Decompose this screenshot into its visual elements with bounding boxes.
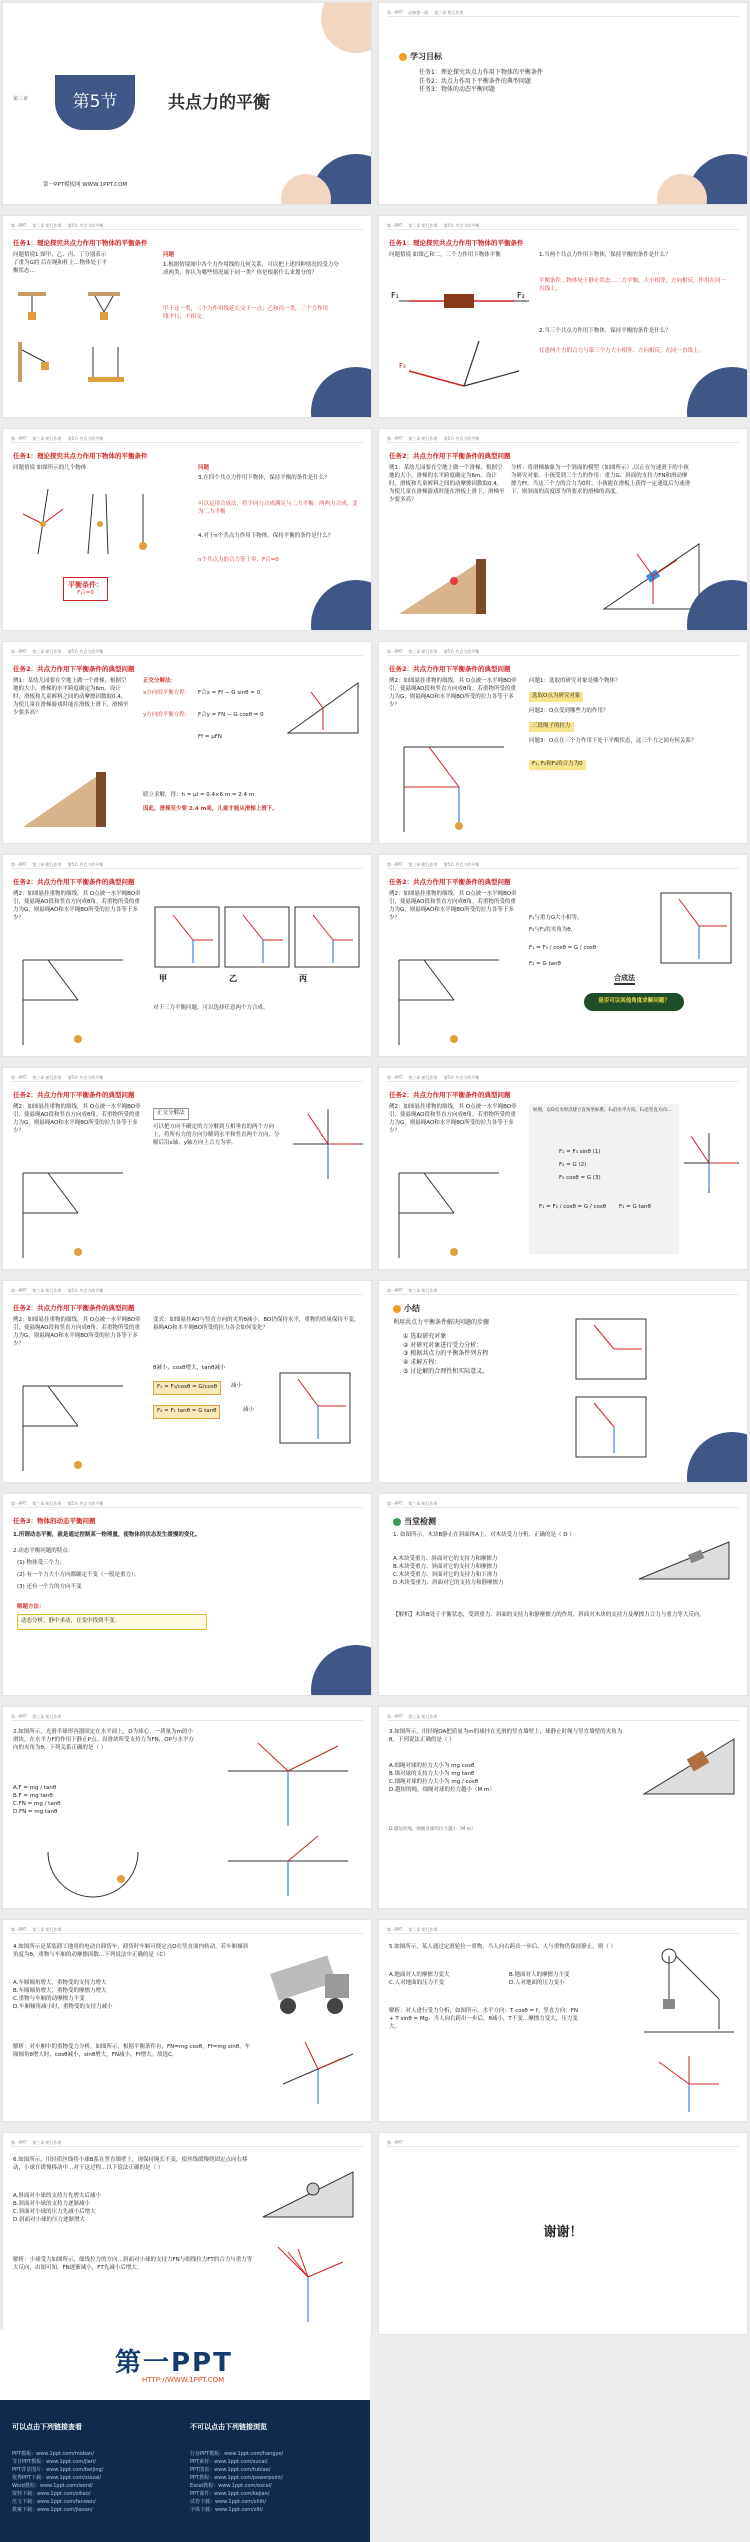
answer-text: 甲于这一类，三个力作用线延长交于一点；乙和丙一类，三个力作用线平行，不相交。 [163,306,329,320]
summary-diagrams [574,1317,654,1467]
bowl-diagram [43,1847,143,1902]
equation: Ff = μFN [198,734,222,740]
quiz-note: D.越短的绳，细绳对球的拉力越小（M m） [389,1827,476,1832]
equation: F₂ = G tanθ [529,961,561,967]
crumb: 第三章 相互作用 [32,1288,62,1293]
question-text: 问题2：O点受到哪些力的作用？ [529,708,609,714]
crumb: 第一PPT [387,1288,403,1293]
summary-step: ③ 根据共点力的平衡条件列方程 [403,1350,489,1358]
slide-task1-c [2,428,372,631]
slide-example2-orthogonal [2,1067,372,1270]
quiz-option: D.斜面对小球的压力逐渐增大 [13,2216,85,2223]
promo-link[interactable]: 试卷下载：www.1ppt.com/shiti/ [190,2499,267,2505]
quiz-question: 1. 如图所示，木块B静止在斜面体A上，对木块受力分析，正确的是（ D ） [393,1532,575,1538]
rope-diagram [18,955,128,1050]
example-text: 例1：某幼儿园要在空地上做一个滑梯，根据空地的大小，滑梯的水平跨度确定为6m。设计时，滑板和儿童裤料之间的动摩擦因数取0.4，为使儿童在滑梯游戏时能在滑板上滑下，滑梯至少要多高？ [13,678,129,716]
promo-link[interactable]: PPT图表：www.1ppt.com/tubiao/ [190,2467,271,2473]
crumb: 第三章 相互作用 [408,1927,438,1932]
quiz-option: A.车厢倾角增大，重物受的支持力增大 [13,1980,107,1986]
slide-example2-questions [378,641,748,844]
summary-step: ① 选取研究对象 [403,1333,447,1340]
page-title: 共点力的平衡 [168,93,270,113]
crumb: 第5节 共点力的平衡 [67,1501,104,1506]
crumb: 第三章 相互作用 [408,1075,438,1080]
slide-variant [2,1280,372,1483]
quiz-option: A.木块受重力、斜面对它的支持力和摩擦力 [393,1556,498,1562]
incline-ball-diagram [258,2157,363,2327]
crumb: 第一PPT [11,223,27,228]
task-title: 任务2：共点力作用下平衡条件的典型问题 [389,1091,511,1099]
crumb: 第一PPT [11,436,27,441]
method-box: 动态分析，静中求动，在变中找到不变。 [17,1614,207,1630]
quiz-option: C.细绳对球的拉力大小为 mg / cosθ [389,1778,479,1785]
crumb: 第一PPT [387,649,403,654]
crumb: 第5节 共点力的平衡 [67,862,104,867]
rope-diagram [394,955,504,1050]
solution-text: 联立求解，得：h = μl = 0.4×6 m = 2.4 m [143,792,255,798]
answer-box: F₁, F₂和F₃的合力为0 [529,760,586,770]
crumb: 第三章 相互作用 [32,1927,62,1932]
crumb: 第5节 共点力的平衡 [443,436,480,441]
task-title: 任务1：理论探究共点力作用下物体的平衡条件 [389,239,524,247]
summary-step: ④ 求解方程： [403,1359,441,1367]
promo-link[interactable]: 行业PPT模板：www.1ppt.com/hangye/ [190,2451,284,2457]
quiz-option: C.FN = mg / tanθ [13,1800,61,1807]
slide-goals [378,2,748,205]
promo-col-title: 不可以点击下列链接浏览 [190,2423,267,2431]
slide-task1-b [378,215,748,418]
label-f1: F₁ [391,291,399,300]
check-icon [393,1518,401,1526]
scenario-text: 问题情境 如图所示的几个物体 [13,465,87,471]
slide-task1-a [2,215,372,418]
crumb: 第三章 相互作用 [408,223,438,228]
quiz-option: C.木块受重力、斜面对它的支持力和下滑力 [393,1571,498,1578]
crumb: 第三章 相互作用 [32,862,62,867]
crumb: 第一PPT [387,223,403,228]
summary-step: ⑤ 讨论解的合理性和实际意义。 [403,1367,489,1375]
method-tag: 正交分解法 [153,1108,189,1120]
target-icon [399,53,407,61]
reasoning-text: F₁与重力G大小相等， [529,915,583,921]
crumb: 第一PPT [387,1714,403,1719]
goal-item: 任务2：共点力作用下平衡条件的典型问题 [419,77,531,85]
equation-box: F₁ = F₃/cosθ = G/cosθ [153,1381,221,1395]
crumb: 第三章 相互作用 [408,1288,438,1293]
quiz-option: B.斜面对小球的支持力逐渐减小 [13,2200,91,2207]
promo-link[interactable]: PPT课件：www.1ppt.com/kejian/ [190,2491,270,2497]
quiz-question: 5.如图所示，某人通过定滑轮拉一重物，当人向右跨出一步后，人与重物仍保持静止，则（ ） [389,1944,616,1950]
slide-task3 [2,1493,372,1696]
crumb: 第三章 相互作用 [32,649,62,654]
label-f2: F₂ [517,291,525,300]
summary-step: ② 对研究对象进行受力分析： [403,1341,483,1349]
section-heading: 当堂检测 [404,1517,436,1526]
truck-diagram [263,1944,363,2114]
promo-link[interactable]: 范文下载：www.1ppt.com/fanwen/ [12,2499,96,2505]
promo-header [0,2330,370,2400]
answer-text: 因此，滑梯至少要 2.4 m高，儿童才能从滑梯上滑下。 [143,806,278,812]
site-url: HTTP://WWW.1PPT.COM [142,2376,225,2384]
question-label: 问题 [198,465,210,471]
feature-text: (2) 有一个力大小方向都确定不变（一般是重力）； [17,1572,140,1578]
crumb: 第三章 相互作用 [32,223,62,228]
question-text: 问题1：选取的研究对象是哪个物体？ [529,678,621,684]
task-title: 任务1：理论探究共点力作用下物体的平衡条件 [13,239,148,247]
decor-circle [321,2,372,53]
force-diagram [13,282,153,397]
promo-link[interactable]: 资料下载：www.1ppt.com/ziliao/ [12,2491,91,2497]
quiz-option: B.地面对人的摩擦力不变 [509,1972,570,1978]
quiz-option: A.细绳对球的拉力大小为 mg cosθ [389,1763,475,1769]
pulley-diagram [639,1944,739,2114]
trend-label: 减小 [231,1383,243,1389]
crumb: 第一PPT [11,1927,27,1932]
crumb: 第5节 共点力的平衡 [67,1288,104,1293]
reasoning-text: F₃与F₁的夹角为θ， [529,927,577,933]
slide-thanks [378,2132,748,2335]
slide-example2-methods [2,854,372,1057]
vector-diagram [288,1104,368,1184]
quiz-option: C.重物与车厢的动摩擦力不变 [13,1995,85,2002]
site-footer: 第一PPT模板网 WWW.1PPT.COM [43,182,128,188]
quiz-option: A.地面对人的摩擦力变大 [389,1972,450,1978]
equation: F₂ = G (2) [559,1162,587,1168]
promo-link[interactable]: PPT教程：www.1ppt.com/powerpoint/ [190,2475,283,2481]
example-text: 例2：如图悬挂重物的细线，其 O点被一水平绳BO牵引，使悬绳AO段和竖直方向成θ角。若重物所受的重力为G，则悬绳AO和水平绳BO所受的拉力各等于多少？ [389,678,517,708]
quiz-question: 2.如图所示，光滑半球形容器固定在水平面上，O为球心，一质量为m的小滑块，在水平力F的作用下静止P点。设滑块所受支持力为FN，OP与水平方向的夹角为θ，下列关系正确的是（ ） [13,1729,194,1751]
crumb: 第一PPT [11,862,27,867]
task-title: 任务1：理论探究共点力作用下物体的平衡条件 [13,452,148,460]
crumb: 第一PPT [11,2140,27,2145]
method-label: 正交分解法： [143,678,177,684]
quiz-option: C.斜面对小球的压力先减小后增大 [13,2208,96,2215]
promo-link[interactable]: Word教程：www.1ppt.com/word/ [12,2483,93,2489]
crumb: 第三章 相互作用 [32,1075,62,1080]
quiz-option: B.车厢倾角增大，重物受的摩擦力增大 [13,1987,107,1994]
slide-quiz-5 [378,1919,748,2122]
crumb: 第一PPT [11,1714,27,1719]
crumb: 第三章 相互作用 [32,2140,62,2145]
task-title: 任务2：共点力作用下平衡条件的典型问题 [13,1091,135,1099]
crumb: 第5节 共点力的平衡 [67,436,104,441]
promo-link[interactable]: PPT素材：www.1ppt.com/sucai/ [190,2459,268,2465]
feature-text: (1) 物体受三个力； [17,1560,66,1566]
method-label: 解题方法： [17,1604,45,1610]
slide-example2-equations [378,1067,748,1270]
wall-ball-diagram [639,1729,739,1799]
promo-panel [0,2330,370,2542]
thanks-text: 谢谢！ [543,2225,583,2240]
rope-diagram [18,1168,128,1263]
crumb: 第一PPT [387,2140,403,2145]
vector-diagram [278,1371,358,1451]
crumb: 第三章 相互作用 [434,10,464,15]
equation: F₁ = F₃ sinθ (1) [559,1149,601,1155]
slide-quiz-4 [2,1919,372,2122]
solution-panel [529,1104,679,1254]
promo-link[interactable]: PPT模板：www.1ppt.com/moban/ [12,2451,94,2457]
equation-label: x方向的平衡方程： [143,690,191,696]
crumb: 第一PPT [387,1075,403,1080]
quiz-option: D.越短的绳，细绳对球的拉力越小（M m） [389,1786,495,1793]
crumb: 第一PPT [387,436,403,441]
incline-diagram [283,678,363,738]
slide-quiz-6 [2,2132,372,2335]
label-yi: 乙 [229,974,237,983]
quiz-explanation: 解析：小球受力如图所示，细线拉力的方向…斜面对小球的支持力FN与细线拉力FT的合力与重力等大反向，由图可知，FN逐渐减小，FT先减小后增大。 [13,2257,253,2271]
crumb: 第一PPT [387,862,403,867]
analysis-text: 分析：将滑梯抽象为一个斜面的模型（如图所示）,以正在匀速滑下的小孩为研究对象。小孩受到三个力的作用：重力G、斜面的支持力FN和滑动摩擦力Ff。当这三个力的合力为0时，小孩能在滑板上获得一定速度后匀速滑下，则斜面的高度即为所要求的滑梯的高度。 [511,465,691,495]
promo-link[interactable]: 节日PPT模板：www.1ppt.com/jieri/ [12,2459,96,2465]
question-text: 1.当两个共点力作用下物体，保持平衡的条件是什么？ [539,252,671,258]
crumb: 第三章 相互作用 [32,1714,62,1719]
equation: F₂ = G tanθ [619,1204,651,1210]
equation: F₃ cosθ = G (3) [559,1175,601,1181]
trend-label: 减小 [243,1407,255,1413]
task-title: 任务2：共点力作用下平衡条件的典型问题 [13,1304,135,1312]
answer-box: 三段绳子的拉力 [529,722,574,732]
quiz-question: 4.如图所示是某装卸工地用的电动自卸货车，卸货时车厢可绕定点O在竖直面内转动，若车厢倾斜角度为θ，重物与车厢的动摩擦因数…下列说法中正确的是（C） [13,1944,249,1958]
goal-item: 任务3：物体的动态平衡问题 [419,86,495,94]
method-tag: 合成法 [614,973,635,985]
question-text: 4.对于n个共点力作用下物体，保持平衡的条件是什么？ [198,533,334,539]
promo-link[interactable]: Excel教程：www.1ppt.com/excel/ [190,2483,272,2489]
task-title: 任务2：共点力作用下平衡条件的典型问题 [13,878,135,886]
crumb: 第三章 相互作用 [32,1501,62,1506]
crumb: 第一PPT [11,1501,27,1506]
quiz-question: 6.如图所示，用轻质丝线将小球B系在竖直墙壁上，现保持绳长不变，使丝线缓慢绕固定点向右移动，小球在缓慢移动中…对于这过程…以下说法正确的是（ ） [13,2157,248,2171]
example-text: 例2：如图悬挂重物的细线，其 O点被一水平绳BO牵引，使悬绳AO段和竖直方向成θ角。若重物所受的重力为G，则悬绳AO和水平绳BO所受的拉力各等于多少？ [13,1104,141,1134]
equation: F₁ = F₃ / cosθ = G / cosθ [539,1204,607,1210]
slide-quiz-2 [2,1706,372,1909]
incline-diagram [634,1534,734,1584]
decor-circle [687,1432,748,1483]
question-text: 1.根据情境图中各个力作用线的几何关系，可以把上述四种情况的受力分成两类，你认为哪些情况属于同一类？你是根据什么来划分的？ [163,262,339,276]
quiz-option: D.人对地面的压力变小 [509,1979,565,1986]
decor-circle [311,367,372,418]
decor-circle [311,580,372,631]
slide-illustration [394,549,504,619]
crumb: 必修第一册 [408,10,429,15]
crumb: 第一PPT [387,10,403,15]
example-text: 例1：某幼儿园要在空地上做一个滑梯，根据空地的大小，滑梯的水平跨度确定为6m。设计时，滑板和儿童裤料之间的动摩擦因数取0.4，为使儿童在滑梯游戏时能在滑板上滑下，滑梯至少要多高？ [389,465,505,503]
quiz-explanation: 解析：对车厢中的重物受力分析，如图所示，根据平衡条件有，FN=mg cosθ，Ff=mg sinθ，车厢倾角θ增大时，cosθ减小，sinθ增大，FN减小，Ff增大。故选C。 [13,2044,251,2058]
answer-text: 平衡条件…物体处于静止状态…二力平衡，大小相等，方向相反，作用在同一直线上。 [539,278,727,292]
rope-diagram [399,742,509,837]
quiz-explanation: 解析：对人进行受力分析，如图所示。水平方向：T cosθ = f；竖直方向：FN + T sinθ = Mg。当人向右跨出一步后，θ减小，T不变…摩擦力变大，压力变大。 [389,2008,579,2030]
slide-quiz-1 [378,1493,748,1696]
task-title: 任务2：共点力作用下平衡条件的典型问题 [389,452,511,460]
slide-illustration [18,762,118,832]
equation: F₁ = F₃ / cosθ = G / cosθ [529,945,597,951]
question-label: 问题 [163,252,175,258]
quiz-option: D.车厢倾角减小时，重物受的支持力减小 [13,2003,113,2010]
answer-text: 任意两个力的合力与第三个力大小相等、方向相反，在同一直线上。 [539,348,705,354]
question-text: 问题3：O点在三个力作用下处于平衡状态，这三个力之间有何关系？ [529,738,697,744]
answer-box: 选取O点为研究对象 [529,692,583,702]
promo-link[interactable]: 优秀PPT下载：www.1ppt.com/xiazai/ [12,2475,102,2481]
crumb: 第三章 相互作用 [408,862,438,867]
section-badge: 第5节 [55,75,135,130]
crumb: 第5节 共点力的平衡 [67,223,104,228]
section-heading: 学习目标 [410,52,442,61]
equation-box: F₂ = F₁ tanθ = G tanθ [153,1405,220,1419]
crumb: 第5节 共点力的平衡 [443,223,480,228]
quiz-option: B.木块受重力、斜面对它的支持力和摩擦力 [393,1563,498,1570]
condition-formula: F合=0 [77,590,94,597]
note-text: 对于三力平衡问题，可以选择任意两个力合成。 [153,1005,269,1011]
crumb: 第一PPT [11,1075,27,1080]
solution-text: 如图，以O点为原点建立直角坐标系，F₁沿水平方向，F₂沿竖直方向… [533,1108,672,1113]
crumb: 第一PPT [11,649,27,654]
task-title: 任务2：共点力作用下平衡条件的典型问题 [389,665,511,673]
definition-text: 1.所谓动态平衡，就是通过控制某一物理量，使物体的状态发生缓慢的变化。 [13,1532,201,1538]
quiz-option: B.F = mg tanθ [13,1792,53,1799]
crumb: 第三章 相互作用 [32,436,62,441]
label-bing: 丙 [299,974,307,983]
quiz-option: A.斜面对小球的支持力先增大后减小 [13,2193,101,2199]
condition-label: 平衡条件： [68,581,103,589]
variant-text: 变式：如图悬挂AO与竖直方向的夹角θ减小，BO仍保持水平，重物的质量保持不变，悬绳AO和水平绳BO所受的拉力各会如何变化？ [153,1317,360,1331]
slide-example2-synthesis [378,854,748,1057]
question-text: 3.在四个共点力作用下物体，保持平衡的条件是什么？ [198,475,330,481]
crumb: 第一PPT [11,1288,27,1293]
example-text: 例2：如图悬挂重物的细线，其 O点被一水平绳BO牵引，使悬绳AO段和竖直方向成θ角。若重物所受的重力为G，则悬绳AO和水平绳BO所受的拉力各等于多少？ [13,1317,141,1347]
example-text: 例2：如图悬挂重物的细线，其 O点被一水平绳BO牵引，使悬绳AO段和竖直方向成θ角。若重物所受的重力为G，则悬绳AO和水平绳BO所受的拉力各等于多少？ [389,1104,517,1134]
answer-text: n个共点力的合力等于零，F合=0 [198,557,279,563]
crumb: 第一PPT [387,1501,403,1506]
task-title: 任务3：物体的动态平衡问题 [13,1517,96,1525]
force-diagram [389,276,539,396]
hint-text: θ减小，cosθ增大，tanθ减小 [153,1365,226,1371]
task-title: 任务2：共点力作用下平衡条件的典型问题 [13,665,135,673]
force-analysis [208,1731,363,1901]
feature-text: (3) 还有一个力的方向不变 [17,1584,82,1590]
summary-icon [393,1305,401,1313]
link-list [12,2450,103,2514]
quiz-question: 3.如图所示，用轻绳OA把质量为m的球挂在光滑的竖直墙壁上，球静止时绳与竖直墙壁的夹角为θ，下列说法正确的是（ ） [389,1729,623,1743]
quiz-option: B.墙对球的支持力大小为 mg tanθ [389,1770,475,1777]
slide-example1-solution [2,641,372,844]
rope-diagram [394,1168,504,1263]
crumb: 第三章 相互作用 [408,649,438,654]
quiz-option: D.木块受重力、斜面对它的支持力和静摩擦力 [393,1579,504,1586]
label-f3: F₃ [399,362,406,370]
slide-cover [2,2,372,205]
promo-link[interactable]: PPT背景图片：www.1ppt.com/beijing/ [12,2467,104,2473]
answer-text: 可以运用合成法，将不同力合成满足与二力平衡：两两力合成，变为二力平衡 [198,501,358,515]
equation: F合x = Ff − G sinθ = 0 [198,690,261,696]
section-heading: 小结 [404,1304,420,1313]
slide-summary [378,1280,748,1483]
promo-col-title: 可以点击下列链接查看 [12,2423,82,2431]
summary-lead: 利用共点力平衡条件解决问题的步骤 [393,1319,490,1326]
scenario-text: 问题情境1 图甲、乙、丙、丁分别表示了重为G的 后在绳和杆上…物体处于平衡状态… [13,252,108,274]
slide-example1 [378,428,748,631]
task-title: 任务2：共点力作用下平衡条件的典型问题 [389,878,511,886]
quiz-explanation: 【解析】木块B处于平衡状态，受到重力、斜面的支持力和静摩擦力的作用，斜面对木块的支持力及摩擦力合力与重力等大反向。 [393,1612,705,1618]
equation: F合y = FN − G cosθ = 0 [198,712,264,718]
label-jia: 甲 [159,974,167,983]
decor-circle [687,367,748,418]
site-logo: 第一PPT [115,2348,233,2378]
crumb: 第5节 共点力的平衡 [443,862,480,867]
vector-diagram [659,891,739,971]
feature-text: 2.动态平衡问题的特点： [13,1548,74,1554]
scenario-text: 问题情境 如图乙和二，三个力作用下物体平衡 [389,252,501,258]
crumb: 第三章 相互作用 [408,1714,438,1719]
vector-diagram [679,1128,744,1198]
chapter-label: 第三章 [13,96,29,102]
force-diagram [18,484,178,564]
crumb: 第5节 共点力的平衡 [443,649,480,654]
crumb: 第三章 相互作用 [408,1501,438,1506]
thought-cloud: 是否可以其他角度求解问题？ [584,993,684,1011]
question-text: 2.当三个共点力作用下物体，保持平衡的条件是什么？ [539,328,671,334]
crumb: 第一PPT [387,1927,403,1932]
equation-label: y方向的平衡方程： [143,712,191,718]
quiz-option: C.人对地面的压力不变 [389,1979,445,1986]
method-text: 可以把方向不确定的力分解到互相垂直的两个方向上，将所有力的方向分解到水平和竖直两个方向，分解后沿x轴、y轴方向上合力为零。 [153,1124,280,1146]
crumb: 第5节 共点力的平衡 [443,1075,480,1080]
example-text: 例2：如图悬挂重物的细线，其 O点被一水平绳BO牵引，使悬绳AO段和竖直方向成θ角。若重物所受的重力为G，则悬绳AO和水平绳BO所受的拉力各等于多少？ [389,891,517,921]
crumb: 第5节 共点力的平衡 [67,1075,104,1080]
method-diagrams [153,905,363,985]
goal-item: 任务1：理论探究共点力作用下物体的平衡条件 [419,69,543,76]
rope-diagram [18,1381,128,1476]
promo-link[interactable]: 字体下载：www.1ppt.com/ziti/ [190,2507,263,2513]
quiz-option: D.FN = mg tanθ [13,1808,58,1815]
decor-circle [311,1645,372,1696]
link-list [190,2450,283,2514]
crumb: 第5节 共点力的平衡 [67,649,104,654]
slide-quiz-3 [378,1706,748,1909]
crumb: 第三章 相互作用 [408,436,438,441]
quiz-option: A.F = mg / tanθ [13,1785,57,1791]
example-text: 例2：如图悬挂重物的细线，其 O点被一水平绳BO牵引，使悬绳AO段和竖直方向成θ角。若重物所受的重力为G，则悬绳AO和水平绳BO所受的拉力各等于多少？ [13,891,141,921]
promo-link[interactable]: 教案下载：www.1ppt.com/jiaoan/ [12,2507,93,2513]
